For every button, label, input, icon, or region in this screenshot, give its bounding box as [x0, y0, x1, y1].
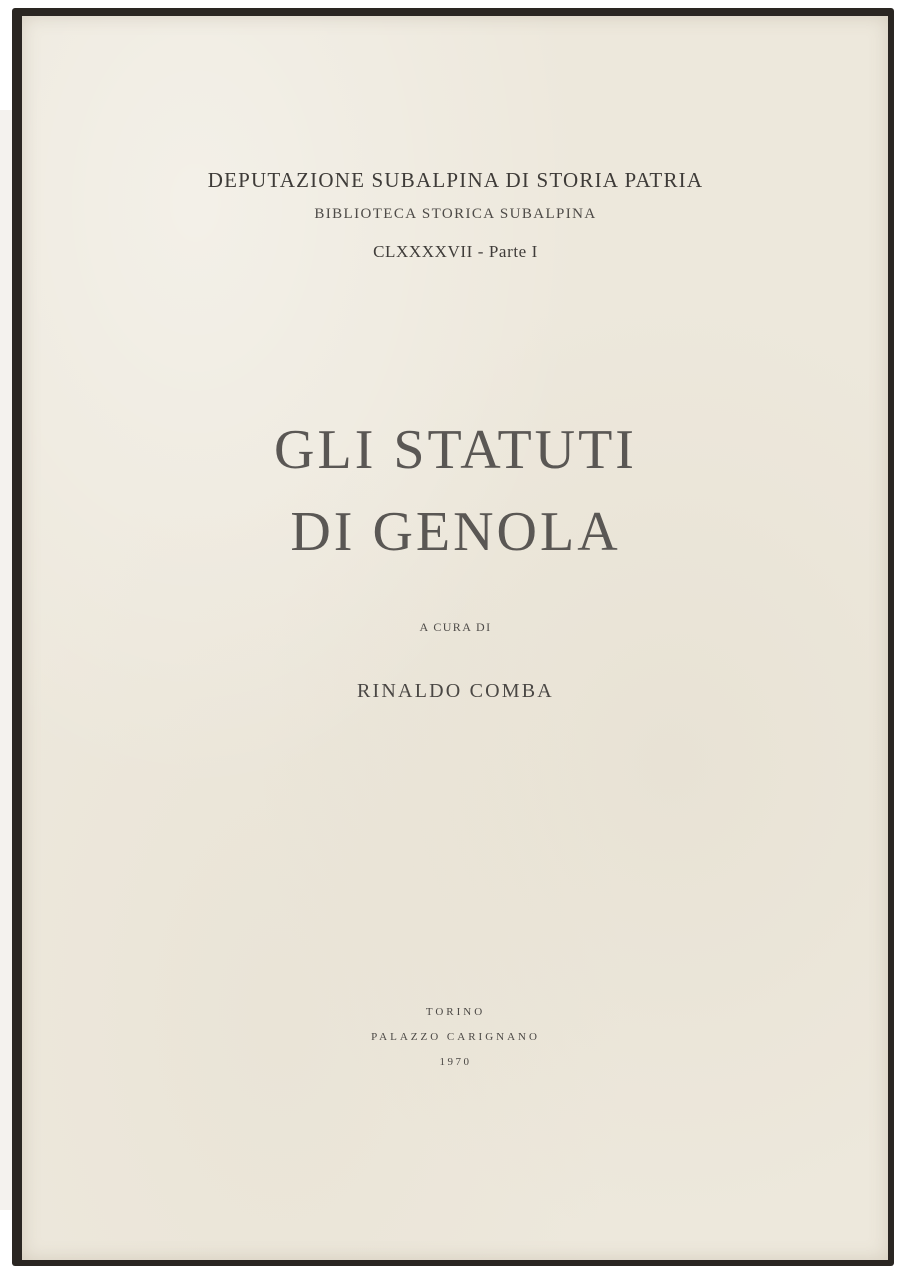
editor-intro: A CURA DI	[419, 620, 492, 634]
editor-name: RINALDO COMBA	[357, 680, 554, 702]
publication-place: PALAZZO CARIGNANO	[371, 1031, 540, 1043]
publication-city: TORINO	[425, 1006, 486, 1018]
book-title-line-1: GLI STATUTI	[274, 419, 637, 481]
publisher-institution: DEPUTAZIONE SUBALPINA DI STORIA PATRIA	[207, 168, 704, 192]
series-name: BIBLIOTECA STORICA SUBALPINA	[314, 206, 597, 222]
publication-year: 1970	[439, 1056, 472, 1068]
book-cover	[22, 16, 888, 1260]
book-title-line-2: DI GENOLA	[290, 501, 621, 563]
volume-number: CLXXXXVII - Parte I	[373, 242, 538, 261]
